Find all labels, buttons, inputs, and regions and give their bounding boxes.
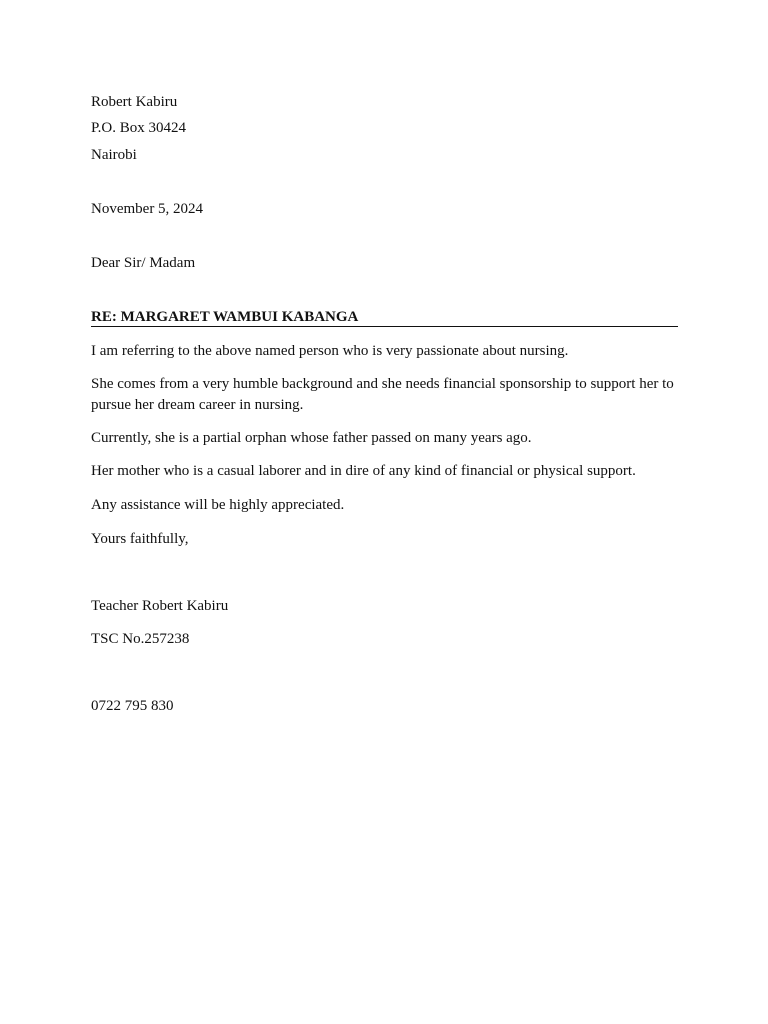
body-paragraph-4: Her mother who is a casual laborer and in dire of any kind of financial or physical support. — [91, 463, 636, 479]
salutation: Dear Sir/ Madam — [91, 255, 196, 271]
body-paragraph-3: Currently, she is a partial orphan whose father passed on many years ago. — [91, 430, 532, 446]
subject-line: RE: MARGARET WAMBUI KABANGA — [91, 307, 678, 327]
body-paragraph-2: She comes from a very humble background and she needs financial sponsorship to support her to pursue her dream career in nursing. — [91, 376, 674, 413]
signature-phone: 0722 795 830 — [91, 698, 174, 714]
signature-name: Teacher Robert Kabiru — [91, 598, 229, 614]
body-paragraph-5: Any assistance will be highly appreciated. — [91, 497, 345, 513]
body-paragraph-1: I am referring to the above named person who is very passionate about nursing. — [91, 343, 569, 359]
sender-address: P.O. Box 30424 — [91, 120, 187, 136]
sender-city: Nairobi — [91, 147, 137, 163]
sender-name: Robert Kabiru — [91, 94, 178, 110]
closing: Yours faithfully, — [91, 531, 189, 547]
signature-tsc-number: TSC No.257238 — [91, 631, 190, 647]
letter-date: November 5, 2024 — [91, 201, 204, 217]
